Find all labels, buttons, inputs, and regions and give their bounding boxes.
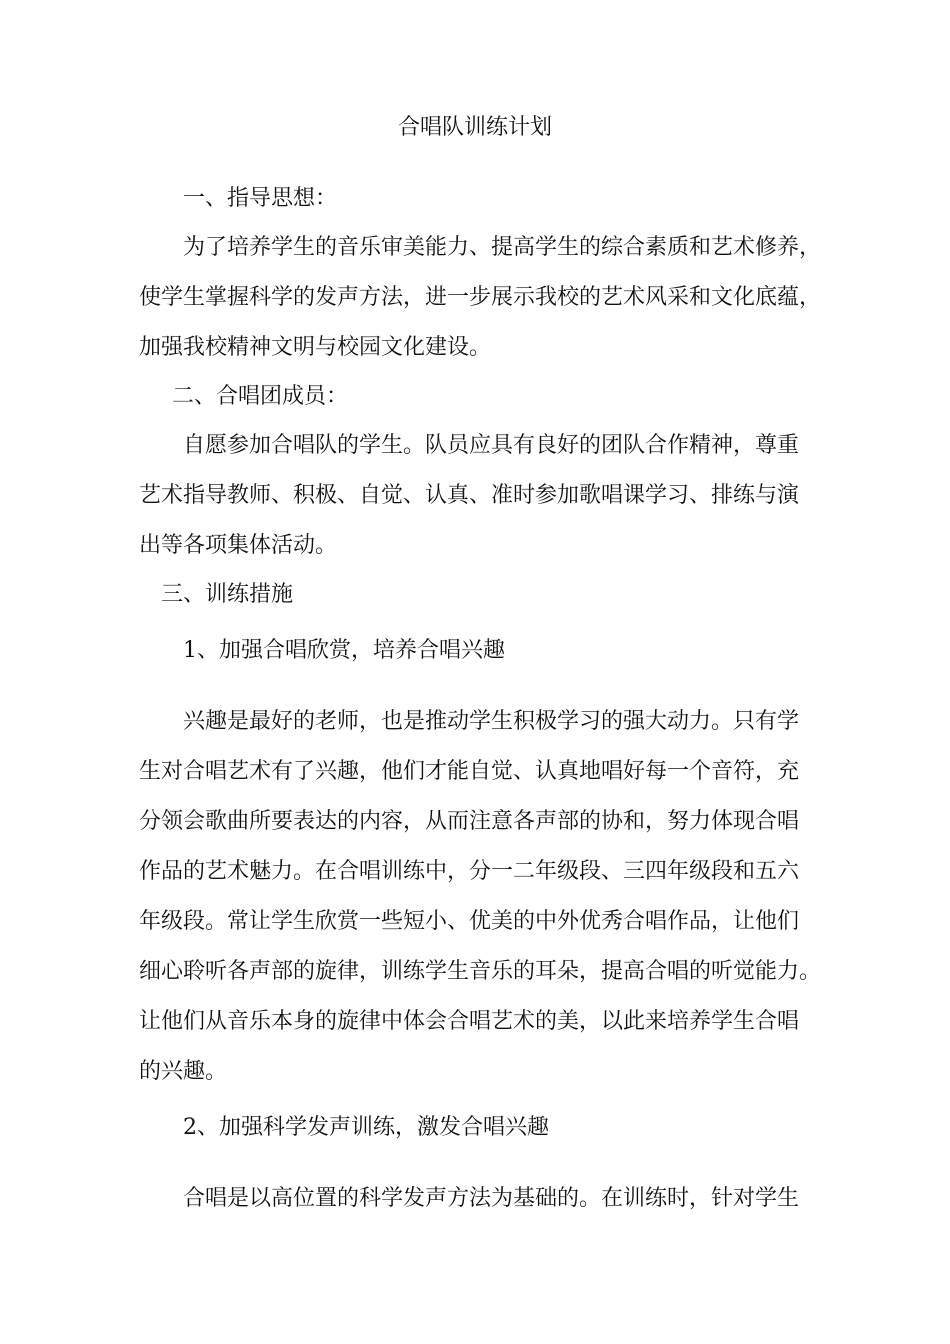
paragraph-line: 自愿参加合唱队的学生。队员应具有良好的团队合作精神，尊重 [183,433,800,458]
paragraph-line: 为了培养学生的音乐审美能力、提高学生的综合素质和艺术修养， [183,235,822,260]
paragraph-line: 分领会歌曲所要表达的内容，从而注意各声部的协和，努力体现合唱 [139,809,800,834]
paragraph-line: 让他们从音乐本身的旋律中体会合唱艺术的美，以此来培养学生合唱 [139,1009,800,1034]
paragraph-line: 艺术指导教师、积极、自觉、认真、准时参加歌唱课学习、排练与演 [139,483,800,508]
paragraph-line: 合唱是以高位置的科学发声方法为基础的。在训练时，针对学生 [183,1186,800,1211]
document-title: 合唱队训练计划 [397,115,552,140]
paragraph-line: 加强我校精神文明与校园文化建设。 [139,335,492,360]
paragraph-line: 兴趣是最好的老师，也是推动学生积极学习的强大动力。只有学 [183,709,800,734]
section-heading-training-measures: 三、训练措施 [161,582,294,607]
paragraph-line: 使学生掌握科学的发声方法，进一步展示我校的艺术风采和文化底蕴， [139,285,822,310]
subsection-heading-vocal-training: 2、加强科学发声训练，激发合唱兴趣 [183,1115,549,1140]
section-heading-choir-members: 二、合唱团成员： [172,384,349,409]
paragraph-line: 作品的艺术魅力。在合唱训练中，分一二年级段、三四年级段和五六 [139,859,800,884]
paragraph-line: 生对合唱艺术有了兴趣，他们才能自觉、认真地唱好每一个音符，充 [139,759,800,784]
paragraph-line: 细心聆听各声部的旋律，训练学生音乐的耳朵，提高合唱的听觉能力。 [139,959,822,984]
paragraph-line: 年级段。常让学生欣赏一些短小、优美的中外优秀合唱作品，让他们 [139,909,800,934]
paragraph-line: 出等各项集体活动。 [139,533,338,558]
section-heading-guiding-ideology: 一、指导思想： [183,186,338,211]
subsection-heading-appreciation: 1、加强合唱欣赏，培养合唱兴趣 [183,638,505,663]
paragraph-line: 的兴趣。 [139,1059,228,1084]
